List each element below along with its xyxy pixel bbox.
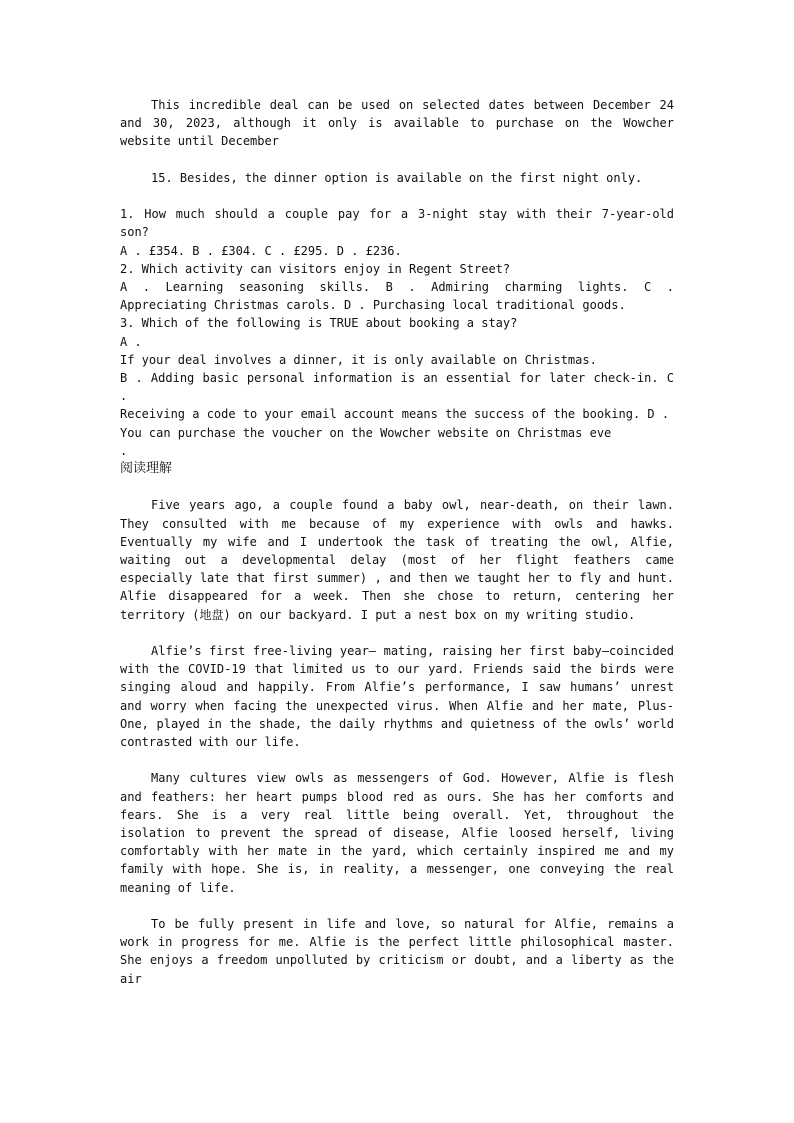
- passage-paragraph-4: To be fully present in life and love, so natural for Alfie, remains a work in progress for me. Alfie is the perfect little philosophical master. She enjoys a freedom unpolluted by criticism or doubt, and a liberty as the air: [120, 917, 674, 986]
- question-3-option-d: You can purchase the voucher on the Wowcher website on Christmas eve: [120, 425, 612, 440]
- question-2: 2. Which activity can visitors enjoy in Regent Street?: [120, 261, 511, 276]
- question-3-option-a: If your deal involves a dinner, it is only available on Christmas.: [120, 352, 597, 367]
- section-heading: 阅读理解: [120, 461, 173, 477]
- question-2-options: A . Learning seasoning skills. B . Admiring charming lights. C . Appreciating Christmas carols. D . Purchasing local traditional goods.: [120, 280, 682, 313]
- document-page: [120, 96, 682, 1006]
- passage-paragraph-2: Alfie’s first free-living year— mating, raising her first baby—coincided with the COVID-19 that limited us to our yard. Friends said the birds were singing aloud and happily. From Alfie’s performance, I saw humans’ unrest and worry when facing the unexpected virus. When Alfie and her mate, Plus-One, played in the shade, the daily rhythms and quietness of the owls’ world contrasted with our life.: [120, 644, 674, 750]
- question-3-option-b: B . Adding basic personal information is an essential for later check-in. C .: [120, 371, 682, 404]
- deal-paragraph: This incredible deal can be used on selected dates between December 24 and 30, 2023, although it only is available to purchase on the Wowcher website until December: [120, 98, 674, 149]
- question-list: [120, 205, 682, 460]
- question-3-option-a-label: A .: [120, 334, 142, 349]
- passage-paragraph-1: Five years ago, a couple found a baby owl, near-death, on their lawn. They consulted with me because of my experience with owls and hawks. Eventually my wife and I undertook the task of treating the owl, Alfie, waiting out a developmental delay (most of her flight feathers came especially late that first summer) , and then we taught her to fly and hunt. Alfie disappeared for a week. Then she chose to return, centering her territory (地盘) on our backyard. I put a nest box on my writing studio.: [120, 498, 674, 622]
- question-3-option-d-end: .: [120, 443, 128, 458]
- question-1: 1. How much should a couple pay for a 3-night stay with their 7-year-old son?: [120, 207, 682, 240]
- question-1-options: A . £354. B . £304. C . £295. D . £236.: [120, 243, 402, 258]
- note-paragraph: 15. Besides, the dinner option is available on the first night only.: [151, 170, 643, 185]
- passage-paragraph-3: Many cultures view owls as messengers of God. However, Alfie is flesh and feathers: her heart pumps blood red as ours. She has her comforts and fears. She is a very real little being overall. Yet, throughout the isolation to prevent the spread of disease, Alfie loosed herself, living comfortably with her mate in the yard, which certainly inspired me and my family with hope. She is, in reality, a messenger, one conveying the real meaning of life.: [120, 771, 674, 895]
- question-3: 3. Which of the following is TRUE about booking a stay?: [120, 316, 518, 331]
- question-3-option-c: Receiving a code to your email account means the success of the booking. D .: [120, 407, 670, 422]
